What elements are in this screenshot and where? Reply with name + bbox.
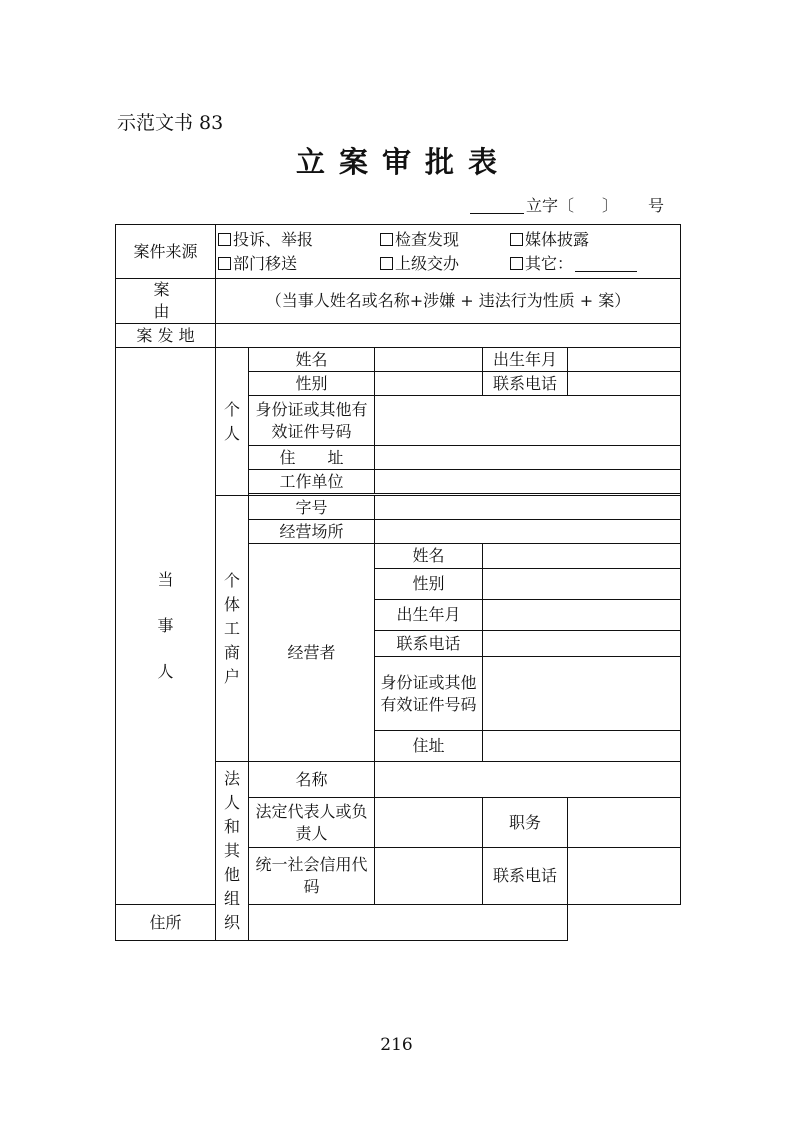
- individual-phone-field[interactable]: [568, 372, 681, 396]
- checkbox-icon: [218, 233, 231, 246]
- individual-group-label: 个人: [216, 348, 249, 496]
- business-group-label: 个体工商户: [216, 496, 249, 762]
- operator-name-field[interactable]: [483, 544, 681, 569]
- location-label: 案 发 地: [116, 324, 216, 348]
- org-credit-code-label: 统一社会信用代码: [249, 848, 375, 905]
- org-phone-label: 联系电话: [483, 848, 568, 905]
- individual-birth-label: 出生年月: [483, 348, 568, 372]
- document-number: [470, 193, 664, 216]
- individual-address-field[interactable]: [375, 446, 681, 470]
- checkbox-icon: [510, 257, 523, 270]
- document-label: 示范文书 83: [117, 112, 224, 134]
- individual-employer-label: 工作单位: [249, 470, 375, 494]
- individual-name-label: 姓名: [249, 348, 375, 372]
- case-approval-form: [115, 224, 681, 941]
- org-name-label: 名称: [249, 762, 375, 798]
- individual-id-label: 身份证或其他有效证件号码: [249, 396, 375, 446]
- operator-gender-field[interactable]: [483, 569, 681, 600]
- checkbox-icon: [380, 233, 393, 246]
- checkbox-icon: [380, 257, 393, 270]
- org-credit-code-field[interactable]: [375, 848, 483, 905]
- individual-gender-field[interactable]: [375, 372, 483, 396]
- operator-name-label: 姓名: [375, 544, 483, 569]
- operator-phone-field[interactable]: [483, 631, 681, 657]
- operator-birth-label: 出生年月: [375, 600, 483, 631]
- number-bracket: 〕: [602, 196, 619, 215]
- individual-phone-label: 联系电话: [483, 372, 568, 396]
- business-trade-name-label: 字号: [249, 496, 375, 520]
- other-blank-line: [575, 271, 637, 272]
- page-number: 216: [380, 1035, 413, 1055]
- source-label: 案件来源: [116, 225, 216, 279]
- individual-birth-field[interactable]: [568, 348, 681, 372]
- business-trade-name-field[interactable]: [375, 496, 681, 520]
- org-legal-rep-field[interactable]: [375, 798, 483, 848]
- number-blank-line[interactable]: [470, 213, 524, 214]
- option-complaint[interactable]: 投诉、举报: [218, 229, 380, 251]
- org-phone-field[interactable]: [568, 848, 681, 905]
- individual-address-label: 住 址: [249, 446, 375, 470]
- cause-field[interactable]: （当事人姓名或名称+涉嫌 + 违法行为性质 + 案）: [216, 279, 681, 324]
- org-position-field[interactable]: [568, 798, 681, 848]
- operator-birth-field[interactable]: [483, 600, 681, 631]
- business-premises-field[interactable]: [375, 520, 681, 544]
- business-premises-label: 经营场所: [249, 520, 375, 544]
- party-label: 当事人: [116, 348, 216, 905]
- option-transfer[interactable]: 部门移送: [218, 253, 380, 275]
- operator-address-field[interactable]: [483, 731, 681, 762]
- individual-employer-field[interactable]: [375, 470, 681, 494]
- org-domicile-label: 住所: [116, 905, 216, 941]
- org-position-label: 职务: [483, 798, 568, 848]
- business-operator-label: 经营者: [249, 544, 375, 762]
- option-superior[interactable]: 上级交办: [380, 253, 510, 275]
- checkbox-icon: [510, 233, 523, 246]
- option-media[interactable]: 媒体披露: [510, 229, 678, 251]
- org-legal-rep-label: 法定代表人或负责人: [249, 798, 375, 848]
- operator-address-label: 住址: [375, 731, 483, 762]
- individual-id-field[interactable]: [375, 396, 681, 446]
- cause-label: 案 由: [116, 279, 216, 324]
- option-inspection[interactable]: 检查发现: [380, 229, 510, 251]
- source-options: [216, 225, 681, 279]
- org-group-label: 法人和其他组织: [216, 762, 249, 941]
- checkbox-icon: [218, 257, 231, 270]
- number-prefix: 立字〔: [526, 196, 575, 215]
- individual-gender-label: 性别: [249, 372, 375, 396]
- page-title: 立案审批表: [295, 145, 511, 179]
- operator-phone-label: 联系电话: [375, 631, 483, 657]
- operator-id-label: 身份证或其他有效证件号码: [375, 657, 483, 731]
- individual-name-field[interactable]: [375, 348, 483, 372]
- org-name-field[interactable]: [375, 762, 681, 798]
- option-other[interactable]: 其它：: [510, 253, 678, 275]
- operator-id-field[interactable]: [483, 657, 681, 731]
- org-domicile-field[interactable]: [249, 905, 568, 941]
- number-suffix: 号: [648, 196, 665, 215]
- operator-gender-label: 性别: [375, 569, 483, 600]
- location-field[interactable]: [216, 324, 681, 348]
